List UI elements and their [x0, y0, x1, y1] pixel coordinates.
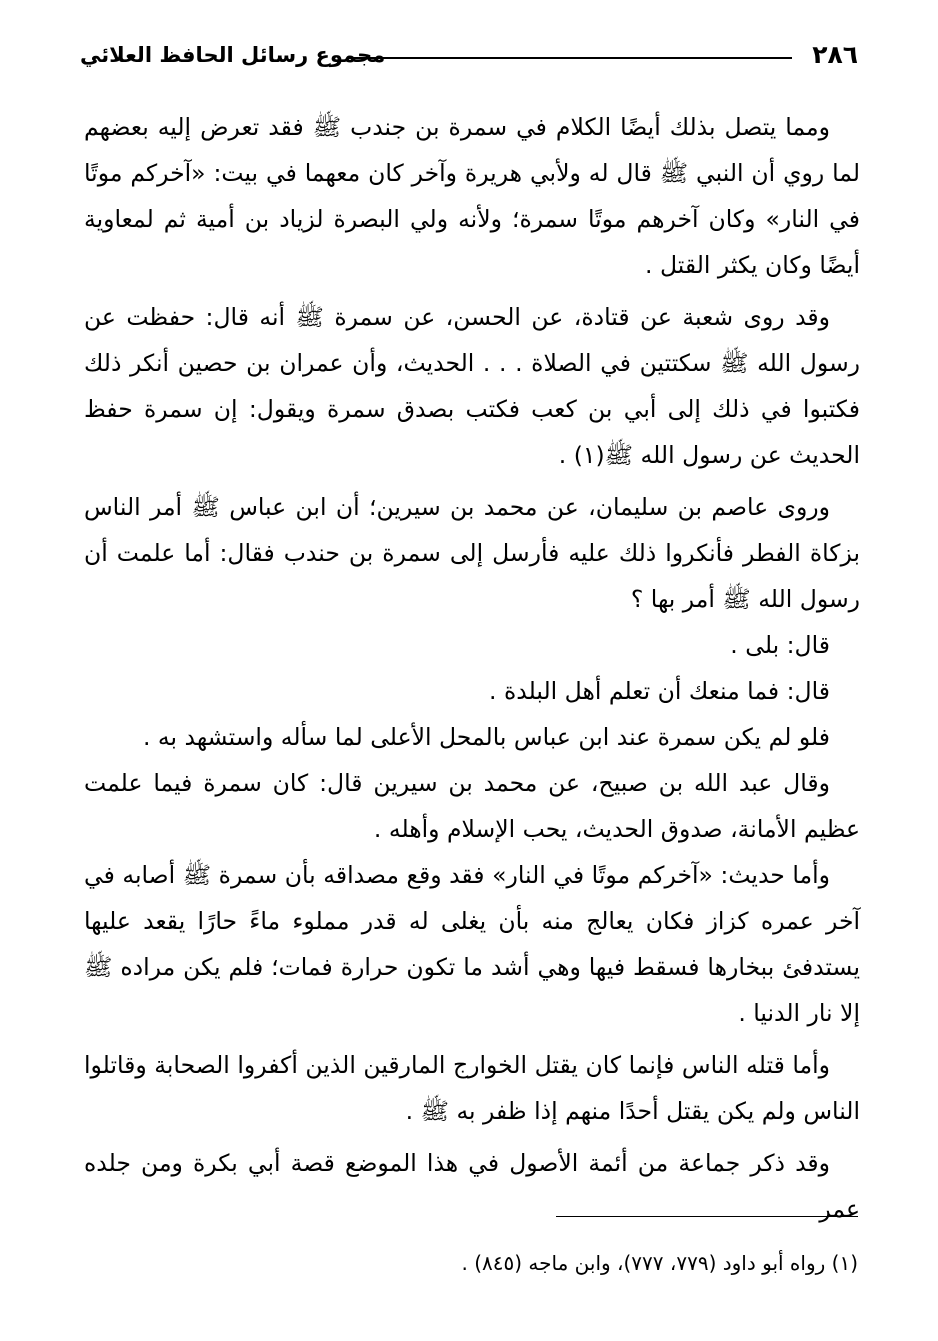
body-text: [84, 104, 860, 1232]
page-header: [80, 36, 858, 76]
header-rule: [348, 57, 792, 59]
paragraph-4: قال: بلى .: [730, 631, 830, 659]
paragraph-8: وأما حديث: «آخركم موتًا في النار» فقد وقع مصداقه بأن سمرة ﷺ أصابه في آخر عمره كزاز فكان يعالج منه بأن يغلى له قدر مملوء ماءً حارًا يقعد عليها يستدفئ ببخارها فسقط فيها وهي أشد ما تكون حرارة فمات؛ فلم يكن مراده ﷺ إلا نار الدنيا .: [84, 861, 860, 1027]
paragraph-10: وقد ذكر جماعة من أئمة الأصول في هذا الموضع قصة أبي بكرة ومن جلده عمر: [84, 1149, 860, 1223]
paragraph-6: فلو لم يكن سمرة عند ابن عباس بالمحل الأعلى لما سأله واستشهد به .: [142, 723, 830, 751]
paragraph-1: ومما يتصل بذلك أيضًا الكلام في سمرة بن جندب ﷺ فقد تعرض إليه بعضهم لما روي أن النبي ﷺ قال له ولأبي هريرة وآخر كان معهما في بيت: «آخركم موتًا في النار» وكان آخرهم موتًا سمرة؛ ولأنه ولي البصرة لزياد بن أمية ثم لمعاوية أيضًا وكان يكثر القتل .: [84, 113, 860, 279]
footnote-rule: [556, 1216, 858, 1217]
paragraph-2: وقد روى شعبة عن قتادة، عن الحسن، عن سمرة ﷺ أنه قال: حفظت عن رسول الله ﷺ سكتتين في الصلاة . . . الحديث، وأن عمران بن حصين أنكر ذلك فكتبوا في ذلك إلى أبي بن كعب فكتب بصدق سمرة ويقول: إن سمرة حفظ الحديث عن رسول الله ﷺ(١) .: [84, 303, 860, 469]
paragraph-5: قال: فما منعك أن تعلم أهل البلدة .: [489, 677, 830, 705]
paragraph-7: وقال عبد الله بن صبيح، عن محمد بن سيرين قال: كان سمرة فيما علمت عظيم الأمانة، صدوق الحديث، يحب الإسلام وأهله .: [84, 769, 860, 843]
paragraph-3: وروى عاصم بن سليمان، عن محمد بن سيرين؛ أن ابن عباس ﷺ أمر الناس بزكاة الفطر فأنكروا ذلك عليه فأرسل إلى سمرة بن حندب فقال: أما علمت أن رسول الله ﷺ أمر بها ؟: [84, 493, 860, 613]
running-title: مجموع رسائل الحافظ العلائي: [80, 43, 386, 67]
paragraph-9: وأما قتله الناس فإنما كان يقتل الخوارج المارقين الذين أكفروا الصحابة وقاتلوا الناس ولم يكن يقتل أحدًا منهم إذا ظفر به ﷺ .: [84, 1051, 860, 1125]
footnote: (١) رواه أبو داود (٧٧٩، ٧٧٧)، وابن ماجه (٨٤٥) .: [461, 1251, 858, 1275]
page-number: ٢٨٦: [812, 40, 858, 69]
